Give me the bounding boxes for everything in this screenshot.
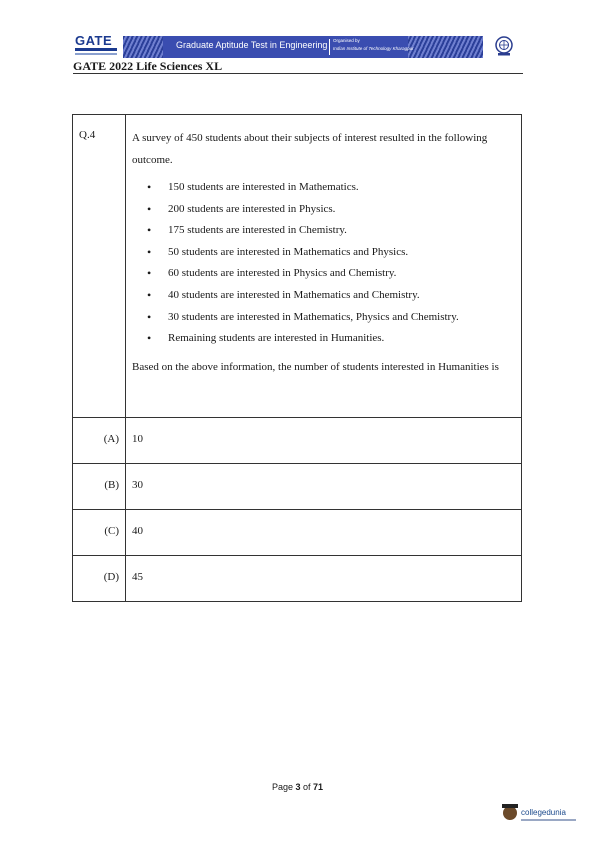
header-banner <box>123 36 483 58</box>
brand-name: collegedunia <box>521 808 566 817</box>
option-label: (D) <box>73 556 126 601</box>
graduate-avatar-icon <box>503 806 517 820</box>
question-row <box>73 115 521 417</box>
question-body <box>126 115 521 417</box>
fact-item: • 50 students are interested in Mathematics and Physics. <box>147 242 509 264</box>
option-label: (C) <box>73 510 126 555</box>
page-current: 3 <box>295 782 301 792</box>
page-number <box>0 782 595 792</box>
fact-item: • Remaining students are interested in Humanities. <box>147 328 509 350</box>
collegedunia-watermark <box>503 804 583 828</box>
facts-list <box>132 177 509 350</box>
fact-item: • 40 students are interested in Mathematics and Chemistry. <box>147 285 509 307</box>
iit-emblem-icon <box>493 35 515 57</box>
logo-stripe <box>75 53 117 55</box>
option-row-a <box>73 417 521 463</box>
brand-tagline-bar <box>521 819 576 821</box>
fact-item: • 175 students are interested in Chemistry. <box>147 220 509 242</box>
question-number: Q.4 <box>73 115 126 417</box>
page-total: 71 <box>313 782 324 792</box>
option-label: (B) <box>73 464 126 509</box>
question-intro: A survey of 450 students about their subjects of interest resulted in the following outcome. <box>132 132 488 166</box>
question-table <box>72 114 522 602</box>
page-of: of <box>300 782 314 792</box>
gate-logo <box>73 33 123 59</box>
header-rule <box>73 73 523 74</box>
gate-logo-text: GATE <box>75 33 113 48</box>
fact-item: • 200 students are interested in Physics. <box>147 199 509 221</box>
option-row-b <box>73 463 521 509</box>
banner-divider <box>329 39 330 55</box>
option-row-d <box>73 555 521 601</box>
graduation-cap-icon <box>502 804 518 808</box>
logo-stripe <box>75 48 117 51</box>
option-text: 30 <box>132 479 143 491</box>
fact-item: • 60 students are interested in Physics and Chemistry. <box>147 263 509 285</box>
banner-title: Graduate Aptitude Test in Engineering <box>176 40 328 50</box>
option-text: 10 <box>132 433 143 445</box>
fact-item: • 150 students are interested in Mathematics. <box>147 177 509 199</box>
option-text: 45 <box>132 571 143 583</box>
paper-title: GATE 2022 Life Sciences XL <box>73 59 223 73</box>
option-label: (A) <box>73 418 126 463</box>
organized-by-label: Organised by <box>333 38 360 43</box>
page-header <box>73 33 523 61</box>
question-closing: Based on the above information, the number of students interested in Humanities is <box>132 360 499 373</box>
fact-item: • 30 students are interested in Mathematics, Physics and Chemistry. <box>147 307 509 329</box>
page-prefix: Page <box>271 782 296 792</box>
option-row-c <box>73 509 521 555</box>
option-text: 40 <box>132 525 143 537</box>
organizer-name: Indian Institute of Technology Kharagpur <box>333 46 414 51</box>
